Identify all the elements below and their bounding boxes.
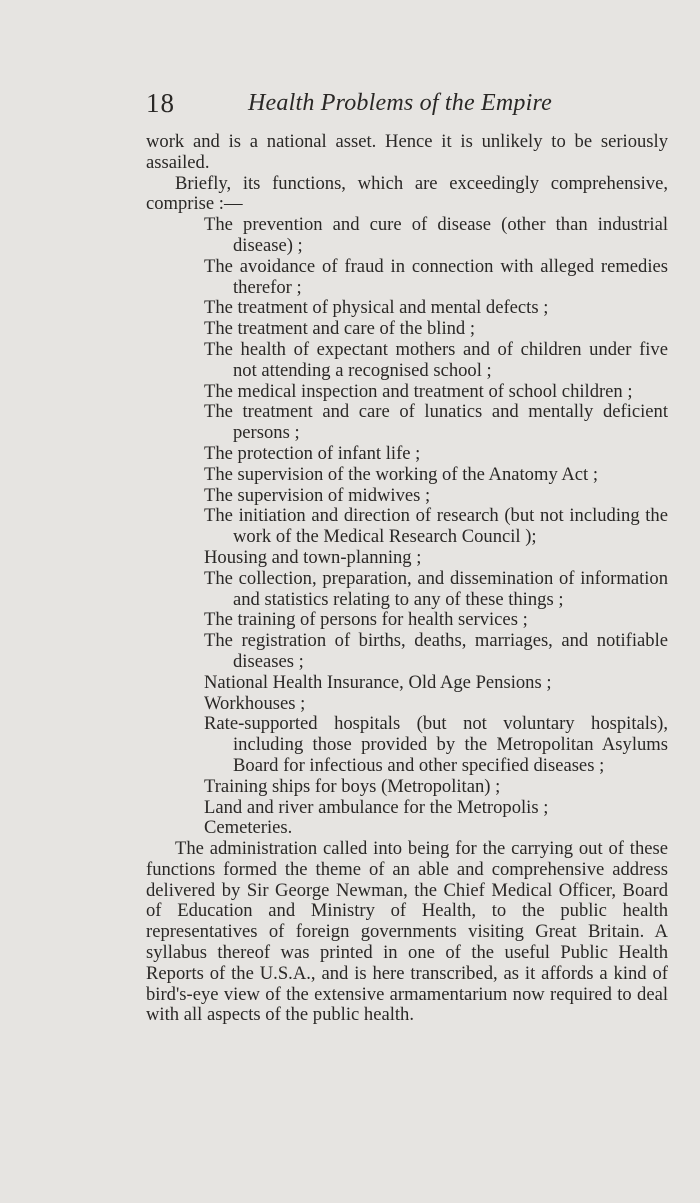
list-item: Rate-supported hospitals (but not voluntary hospitals), including those provided by the Metropolitan Asylums Board for infectious and other specified diseases ;	[204, 713, 668, 776]
body-text	[146, 132, 668, 1026]
running-head: Health Problems of the Empire	[248, 90, 552, 116]
list-item: Workhouses ;	[204, 692, 306, 714]
list-item: Land and river ambulance for the Metropolis ;	[204, 796, 549, 818]
list-item: The treatment and care of lunatics and mentally deficient persons ;	[204, 401, 668, 444]
functions-list	[146, 215, 668, 839]
list-item: The protection of infant life ;	[204, 442, 421, 464]
page-number: 18	[146, 88, 175, 118]
list-item: The avoidance of fraud in connection with alleged remedies therefor ;	[204, 255, 668, 298]
page-header	[146, 88, 668, 128]
list-item: The initiation and direction of research (but not including the work of the Medical Research Council );	[204, 505, 668, 548]
list-item: The prevention and cure of disease (other than industrial disease) ;	[204, 214, 668, 256]
list-item: The health of expectant mothers and of children under five not attending a recognised school ;	[204, 338, 668, 381]
list-item: The training of persons for health services ;	[204, 609, 528, 631]
list-item: The treatment and care of the blind ;	[204, 318, 476, 340]
list-item: The supervision of the working of the Anatomy Act ;	[204, 463, 599, 485]
paragraph-continued: work and is a national asset. Hence it is unlikely to be seriously assailed.	[146, 131, 668, 173]
list-item: The registration of births, deaths, marriages, and notifiable diseases ;	[204, 630, 668, 672]
list-item: Training ships for boys (Metropolitan) ;	[204, 775, 501, 797]
paragraph-administration: The administration called into being for the carrying out of these functions formed the theme of an able and comprehensive address delivered by Sir George Newman, the Chief Medical Officer, Board of Education and Ministry of Health, to the public health representatives of foreign governments visiting Great Britain. A syllabus thereof was printed in one of the useful Public Health Reports of the U.S.A., and is here transcribed, as it affords a kind of bird's-eye view of the extensive armamentarium now required to deal with all aspects of the public health.	[146, 838, 668, 1026]
list-item: The medical inspection and treatment of school children ;	[204, 380, 633, 402]
list-item: Cemeteries.	[204, 817, 293, 839]
list-item: The collection, preparation, and dissemination of information and statistics relating to any of these things ;	[204, 567, 668, 610]
list-item: The supervision of midwives ;	[204, 484, 431, 506]
paragraph-functions-intro: Briefly, its functions, which are exceedingly comprehensive, comprise :—	[146, 172, 668, 215]
list-item: The treatment of physical and mental defects ;	[204, 297, 549, 319]
list-item: Housing and town-planning ;	[204, 546, 422, 568]
list-item: National Health Insurance, Old Age Pensions ;	[204, 671, 552, 693]
